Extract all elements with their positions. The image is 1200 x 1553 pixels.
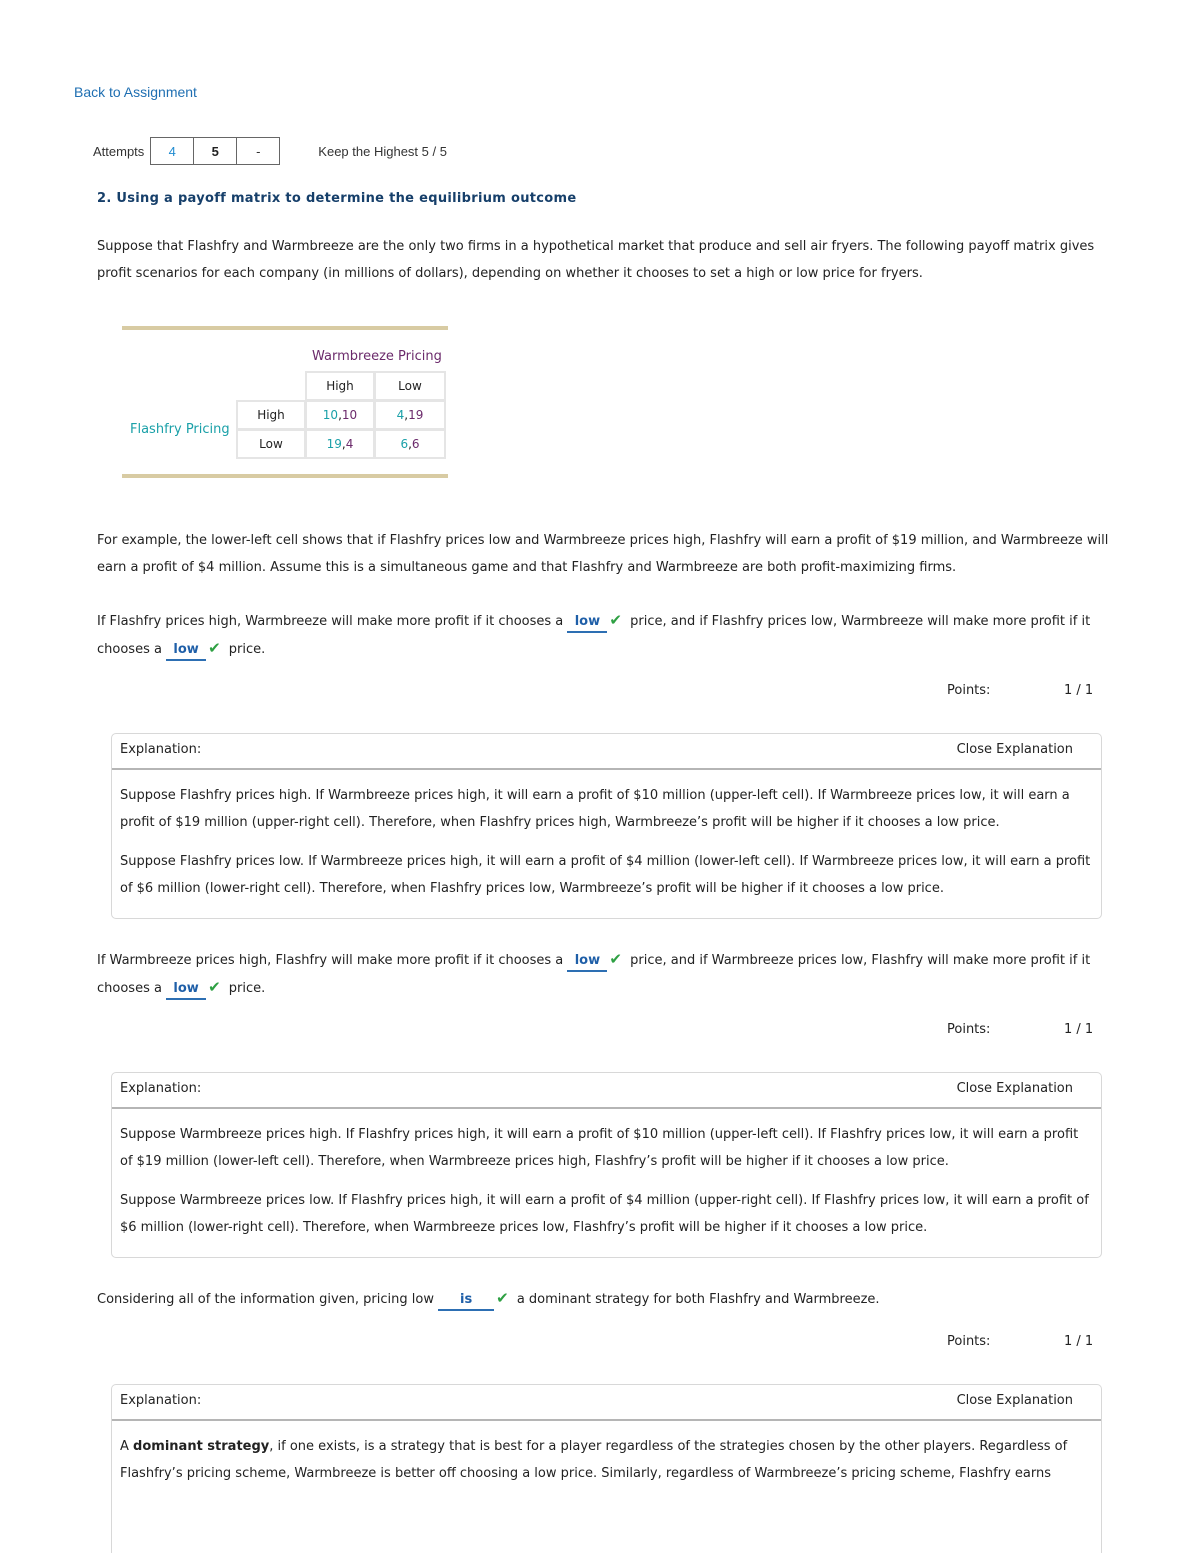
warmbreeze-payoff: 6	[411, 437, 420, 451]
payoff-cell-low-low	[374, 429, 446, 459]
correct-check-icon: ✔	[208, 978, 221, 996]
explanation-paragraph: Suppose Warmbreeze prices high. If Flashfry prices high, it will earn a profit of $10 million (upper-left cell). If Flashfry prices low, it will earn a profit of $19 million (lower-left cell). Therefore, when Warmbreeze prices high, Flashfry’s profit will be higher if it chooses a low price.	[120, 1127, 1079, 1169]
explanation-body	[112, 1421, 1101, 1507]
attempt-box-3[interactable]: -	[236, 137, 280, 165]
explanation-panel-3	[111, 1384, 1102, 1553]
warmbreeze-payoff: 4	[345, 437, 354, 451]
dominant-strategy-term: dominant strategy	[133, 1439, 270, 1454]
correct-check-icon: ✔	[609, 950, 622, 968]
example-text: For example, the lower-left cell shows that if Flashfry prices low and Warmbreeze prices high, Flashfry will earn a profit of $19 million, and Warmbreeze will earn a profit of $4 million. Assume this is a simultaneous game and that Flashfry and Warmbreeze are both profit-maximizing firms.	[97, 533, 1109, 575]
q1-text-2: price, and if Flashfry prices low, Warmbreeze will make more profit if it chooses a	[97, 614, 1091, 657]
explanation-label: Explanation:	[120, 742, 202, 757]
explanation-paragraph: Suppose Flashfry prices low. If Warmbreeze prices high, it will earn a profit of $4 million (lower-left cell). If Warmbreeze prices low, it will earn a profit of $6 million (lower-right cell). Therefore, when Flashfry prices low, Warmbreeze’s profit will be higher if it chooses a low price.	[120, 854, 1091, 896]
points-label: Points:	[947, 1334, 991, 1349]
q3-answer-dropdown[interactable]: is	[438, 1291, 494, 1311]
q1-answer-1-dropdown[interactable]: low	[567, 613, 607, 633]
col-player-label: Warmbreeze Pricing	[312, 349, 442, 364]
col-header-high: High	[305, 371, 375, 401]
row-header-low: Low	[236, 429, 306, 459]
explanation-panel-2	[111, 1072, 1102, 1258]
q3-text-2: a dominant strategy for both Flashfry and Warmbreeze.	[516, 1292, 880, 1307]
keep-highest-text: Keep the Highest 5 / 5	[318, 143, 447, 159]
q3-text-1: Considering all of the information given, pricing low	[97, 1292, 434, 1307]
points-label: Points:	[947, 1022, 991, 1037]
col-header-low: Low	[374, 371, 446, 401]
explanation-body	[112, 1109, 1101, 1261]
close-explanation-button[interactable]: Close Explanation	[956, 742, 1073, 757]
q2-text-1: If Warmbreeze prices high, Flashfry will make more profit if it chooses a	[97, 953, 564, 968]
matrix-top-bar	[122, 326, 448, 330]
payoff-cell-high-low	[374, 400, 446, 430]
points-value: 1 / 1	[1064, 1022, 1094, 1037]
q2-answer-2-dropdown[interactable]: low	[166, 980, 206, 1000]
explanation-paragraph: Suppose Warmbreeze prices low. If Flashfry prices high, it will earn a profit of $4 million (upper-right cell). If Flashfry prices low, it will earn a profit of $6 million (lower-right cell). Therefore, when Warmbreeze prices low, Flashfry’s profit will be higher if it chooses a low price.	[120, 1193, 1089, 1235]
question-3	[97, 1285, 1117, 1313]
q2-text-3: price.	[228, 981, 266, 996]
correct-check-icon: ✔	[609, 611, 622, 629]
q2-answer-1-dropdown[interactable]: low	[567, 952, 607, 972]
explanation-paragraph	[120, 1433, 1093, 1487]
q2-text-2: price, and if Warmbreeze prices low, Flashfry will make more profit if it chooses a	[97, 953, 1091, 996]
explanation-header	[112, 1073, 1101, 1109]
q1-answer-2-dropdown[interactable]: low	[166, 641, 206, 661]
explanation-paragraph: Suppose Flashfry prices high. If Warmbreeze prices high, it will earn a profit of $10 million (upper-left cell). If Warmbreeze prices low, it will earn a profit of $19 million (upper-right cell). Therefore, when Flashfry prices high, Warmbreeze’s profit will be higher if it chooses a low price.	[120, 788, 1070, 830]
payoff-separator: ,	[408, 437, 412, 451]
close-explanation-button[interactable]: Close Explanation	[956, 1081, 1073, 1096]
flashfry-payoff: 4	[396, 408, 405, 422]
row-player-label: Flashfry Pricing	[130, 422, 230, 437]
explanation-label: Explanation:	[120, 1081, 202, 1096]
payoff-separator: ,	[341, 437, 346, 451]
points-label: Points:	[947, 683, 991, 698]
attempt-box-1[interactable]: 4	[150, 137, 194, 165]
payoff-cell-high-high	[305, 400, 375, 430]
exp3-lead: A	[120, 1439, 129, 1454]
explanation-header	[112, 734, 1101, 770]
flashfry-payoff: 19	[326, 437, 342, 451]
question-2	[97, 946, 1117, 1002]
payoff-separator: ,	[404, 408, 409, 422]
correct-check-icon: ✔	[208, 639, 221, 657]
explanation-header	[112, 1385, 1101, 1421]
attempts-label: Attempts	[93, 143, 145, 159]
warmbreeze-payoff: 19	[408, 408, 424, 422]
points-value: 1 / 1	[1064, 1334, 1094, 1349]
q1-text-1: If Flashfry prices high, Warmbreeze will make more profit if it chooses a	[97, 614, 564, 629]
flashfry-payoff: 10	[322, 408, 339, 422]
close-explanation-button[interactable]: Close Explanation	[956, 1393, 1073, 1408]
question-title: 2. Using a payoff matrix to determine the equilibrium outcome	[97, 191, 577, 206]
warmbreeze-payoff: 10	[341, 408, 358, 422]
row-header-high: High	[236, 400, 306, 430]
correct-check-icon: ✔	[496, 1289, 509, 1307]
payoff-matrix	[122, 326, 448, 479]
exp3-rest: , if one exists, is a strategy that is best for a player regardless of the strategies chosen by the other players. Regardless of Flashfry’s pricing scheme, Warmbreeze is better off choosing a low price. Similarly, regardless of Warmbreeze’s pricing scheme, Flashfry earns	[120, 1439, 1068, 1481]
attempts-row	[93, 137, 447, 165]
points-value: 1 / 1	[1064, 683, 1094, 698]
payoff-separator: ,	[338, 408, 342, 422]
q1-text-3: price.	[228, 642, 266, 657]
question-1	[97, 607, 1117, 663]
back-to-assignment-link[interactable]: Back to Assignment	[74, 84, 197, 100]
explanation-body	[112, 770, 1101, 922]
payoff-cell-low-high	[305, 429, 375, 459]
question-intro: Suppose that Flashfry and Warmbreeze are the only two firms in a hypothetical market that produce and sell air fryers. The following payoff matrix gives profit scenarios for each company (in millions of dollars), depending on whether it chooses to set a high or low price for fryers.	[97, 239, 1095, 281]
explanation-label: Explanation:	[120, 1393, 202, 1408]
explanation-panel-1	[111, 733, 1102, 919]
attempt-box-2[interactable]: 5	[193, 137, 237, 165]
flashfry-payoff: 6	[400, 437, 409, 451]
matrix-bottom-bar	[122, 474, 448, 478]
